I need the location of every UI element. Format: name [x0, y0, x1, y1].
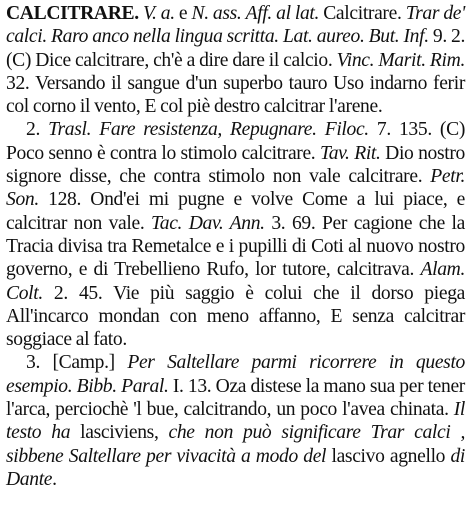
quotation: I. 13. Oza distese la mano sua per tener l'arca, perciochè 'l bue, calcitrando, un poco l'avea chinata. — [6, 375, 465, 421]
definition-and-citation: Per Saltellare parmi ricorrere in questo esempio. Bibb. Paral. — [6, 352, 465, 397]
headword: CALCITRARE. — [6, 3, 139, 24]
etymology-note: Aff. al lat. — [245, 3, 320, 24]
quoted-phrase: lascivo agnello — [326, 445, 451, 467]
citation-source: Petr. Son. — [6, 166, 465, 211]
citation-source: Alam. Colt. — [6, 259, 465, 304]
quotation: 7. 135. (C) Poco senno è contra lo stimolo calcitrare. — [6, 119, 465, 164]
quotation: 2. 45. Vie più saggio è colui che il dorso piega All'incarco mondan con meno affanno, E senza calcitrar soggiace al fato. — [6, 282, 465, 351]
editorial-note: che non può significare Trar calci , sibbene Saltellare per vivacità a modo del — [6, 422, 465, 467]
citation-source: Vinc. Marit. Rim. — [336, 49, 465, 71]
sense-number: 3. [Camp.] — [26, 352, 128, 374]
citation-source: Tac. Dav. Ann. — [151, 212, 265, 234]
quotation: 3. 69. Per cagione che la Tracia divisa tra Remetalce e i pupilli di Coti al nuovo nostro governo, e di Trebellieno Rufo, lor tutore, calcitrava. — [6, 212, 465, 281]
quotation: 32. Versando il sangue d'un superbo tauro Uso indarno ferir col corno il vento, E col piè destro calcitrar l'arene. — [6, 72, 465, 118]
entry-sense-3 — [6, 351, 465, 491]
citation-source: Tav. Rit. — [319, 142, 381, 164]
quotation: 9. 2. (C) Dice calcitrare, ch'è a dire dare il calcio. — [6, 26, 465, 71]
text-run: Calcitrare. — [319, 3, 406, 24]
quotation: 128. Ond'ei mi pugne e volve Come a lui piace, e calcitrar non vale. — [6, 189, 465, 234]
text-run: . — [52, 468, 57, 490]
text-run: e — [174, 3, 192, 24]
latin-word: lasciviens, — [70, 422, 169, 444]
grammar-label: V. a. — [142, 3, 175, 24]
definition-and-citation: Trar de' calci. Raro anco nella lingua scritta. Lat. aureo. But. Inf. — [6, 3, 465, 48]
grammar-label: N. ass. — [191, 3, 242, 24]
editorial-note: Il testo ha — [6, 399, 465, 444]
sense-number: 2. — [26, 119, 49, 141]
entry-sense-1 — [6, 2, 465, 118]
definition-and-citation: Trasl. Fare resistenza, Repugnare. Filoc. — [48, 119, 369, 141]
quotation: Dio nostro signore disse, che contra stimolo non vale calcitrare. — [6, 142, 465, 188]
editorial-note: di Dante — [6, 445, 465, 490]
entry-sense-2 — [6, 118, 465, 351]
